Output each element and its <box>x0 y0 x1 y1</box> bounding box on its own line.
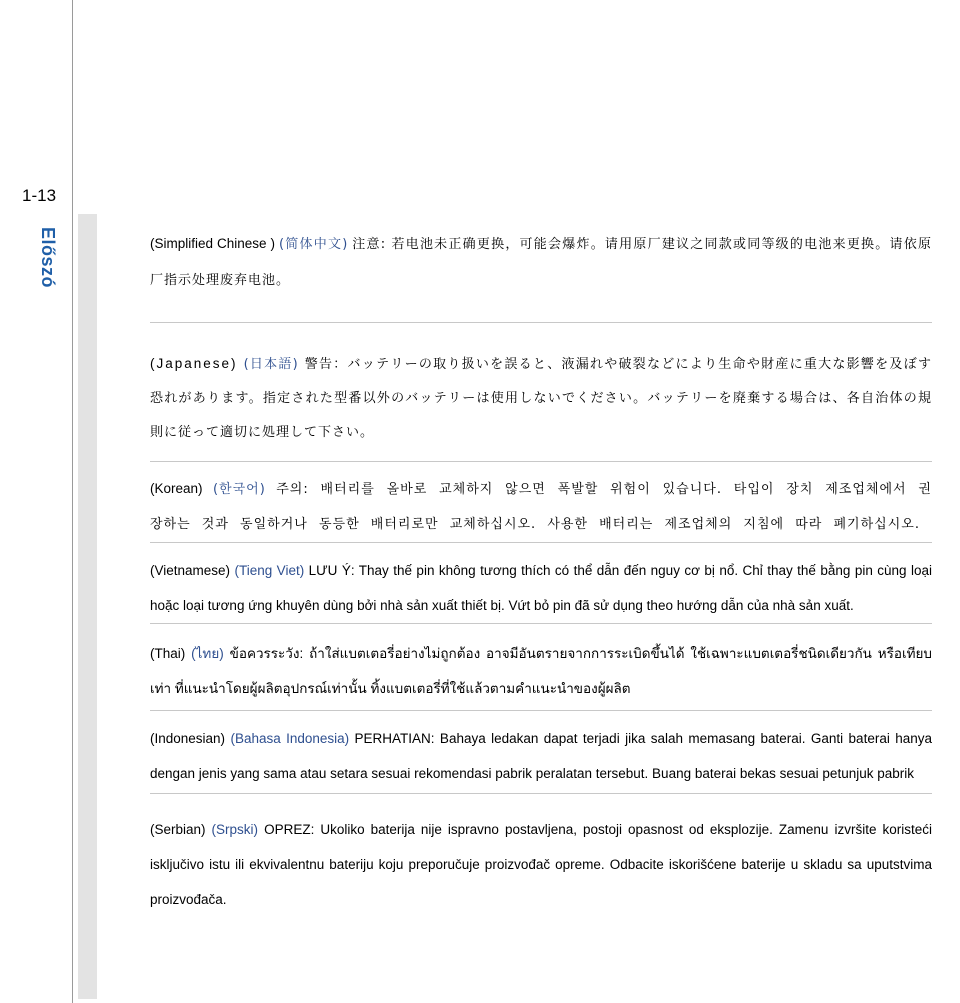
language-label: (Thai) <box>150 646 186 661</box>
side-strip <box>78 214 97 999</box>
section-title: Előszó <box>37 226 58 288</box>
warning-text: 注意: 若电池未正确更换，可能会爆炸。请用原厂建议之同款或同等级的电池来更换。请依原厂指示处理废弃电池。 <box>150 237 932 288</box>
warning-text: PERHATIAN: Bahaya ledakan dapat terjadi jika salah memasang baterai. Ganti baterai hanya dengan jenis yang sama atau setara sesuai rekomendasi pabrik peralatan tersebut. Buang baterai bekas sesuai petunjuk pabrik <box>150 731 932 781</box>
section-tab <box>32 212 62 302</box>
language-native-name: (Bahasa Indonesia) <box>230 731 350 746</box>
warning-text: 警告：バッテリーの取り扱いを誤ると、液漏れや破裂などにより生命や財産に重大な影響を及ぼす恐れがあります。指定された型番以外のバッテリーは使用しないでください。バッテリーを廃棄する場合は、各自治体の規則に従って適切に処理して下さい。 <box>150 357 932 440</box>
language-native-name: (日本語) <box>243 357 299 372</box>
warning-simplified-chinese <box>150 224 932 323</box>
language-label: (Simplified Chinese ) <box>150 236 276 251</box>
warning-indonesian <box>150 711 932 794</box>
language-native-name: (ไทย) <box>191 646 224 661</box>
language-label: (Korean) <box>150 481 203 496</box>
page-number: 1-13 <box>22 186 57 205</box>
warning-text: OPREZ: Ukoliko baterija nije ispravno postavljena, postoji opasnost od eksplozije. Zamenu izvršite koristeći isključivo istu ili ekvivalentnu bateriju koju preporučuje proizvođač opreme. Odbacite iskorišćene baterije u skladu sa uputstvima proizvođača. <box>150 822 932 907</box>
warning-japanese <box>150 323 932 462</box>
language-native-name: (简体中文) <box>279 237 349 252</box>
language-label: (Japanese) <box>150 356 238 371</box>
warning-thai <box>150 624 932 711</box>
language-native-name: (Tieng Viet) <box>234 563 305 578</box>
warning-serbian <box>150 794 932 917</box>
language-label: (Vietnamese) <box>150 563 231 578</box>
left-margin-rule <box>72 0 73 1003</box>
warning-text: ข้อควรระวัง: ถ้าใส่แบตเตอรี่อย่างไม่ถูกต้อง อาจมีอันตรายจากการระเบิดขึ้นได้ ใช้เฉพาะแบตเตอรี่ชนิดเดียวกัน หรือเทียบเท่า ที่แนะนำโดยผู้ผลิตอุปกรณ์เท่านั้น ทิ้งแบตเตอรี่ที่ใช้แล้วตามคำแนะนำของผู้ผลิต <box>150 646 932 696</box>
warning-text: 주의: 배터리를 올바로 교체하지 않으면 폭발할 위험이 있습니다. 타입이 장치 제조업체에서 권장하는 것과 동일하거나 동등한 배터리로만 교체하십시오. 사용한 배터리는 제조업체의 지침에 따라 폐기하십시오. <box>150 482 932 532</box>
warning-text: LƯU Ý: Thay thế pin không tương thích có thể dẫn đến nguy cơ bị nổ. Chỉ thay thế bằng pin cùng loại hoặc loại tương ứng khuyên dùng bởi nhà sản xuất thiết bị. Vứt bỏ pin đã sử dụng theo hướng dẫn của nhà sản xuất. <box>150 563 932 613</box>
language-label: (Serbian) <box>150 822 206 837</box>
warning-list <box>150 224 932 917</box>
warning-korean <box>150 462 932 543</box>
language-label: (Indonesian) <box>150 731 226 746</box>
language-native-name: (한국어) <box>212 482 266 497</box>
language-native-name: (Srpski) <box>211 822 259 837</box>
warning-vietnamese <box>150 543 932 624</box>
